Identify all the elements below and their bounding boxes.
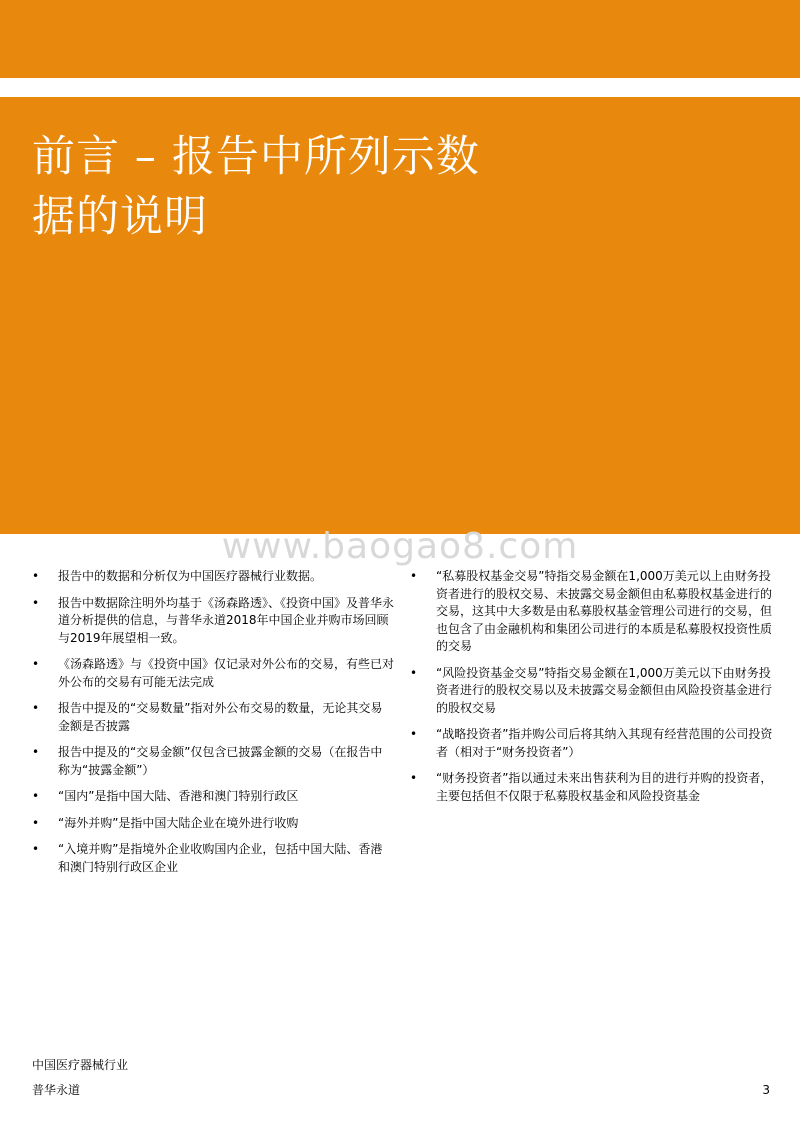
list-item	[32, 744, 394, 779]
list-item-text: 报告中的数据和分析仅为中国医疗器械行业数据。	[58, 569, 323, 583]
page-title-line-1: 前言 – 报告中所列示数	[32, 132, 480, 182]
list-item	[32, 656, 394, 691]
bullet-icon: •	[32, 789, 40, 803]
list-item	[32, 788, 394, 806]
bullet-icon: •	[410, 771, 418, 785]
list-item	[410, 726, 774, 761]
list-item-text: “风险投资基金交易”特指交易金额在1,000万美元以下由财务投资者进行的股权交易以及未披露交易金额但由风险投资基金进行的股权交易	[436, 665, 773, 715]
bullet-icon: •	[32, 745, 40, 759]
left-bullet-list	[32, 568, 394, 885]
list-item-text: “财务投资者”指以通过未来出售获利为目的进行并购的投资者，主要包括但不仅限于私募股权基金和风险投资基金	[436, 771, 773, 803]
page-title	[32, 127, 592, 247]
list-item-text: “海外并购”是指中国大陆企业在境外进行收购	[58, 815, 299, 830]
top-orange-band	[0, 0, 800, 78]
bullet-icon: •	[32, 595, 40, 610]
list-item	[410, 770, 774, 805]
list-item	[32, 841, 394, 876]
list-item	[32, 700, 394, 735]
list-item-text: “国内”是指中国大陆、香港和澳门特别行政区	[58, 789, 299, 803]
bullet-icon: •	[32, 815, 40, 830]
list-item	[32, 815, 394, 833]
right-bullet-list	[410, 568, 774, 814]
list-item-text: “战略投资者”指并购公司后将其纳入其现有经营范围的公司投资者（相对于“财务投资者”）	[436, 727, 773, 759]
list-item-text: 报告中提及的“交易金额”仅包含已披露金额的交易（在报告中称为“披露金额”）	[58, 745, 383, 777]
bullet-icon: •	[32, 569, 40, 583]
footer-industry: 中国医疗器械行业	[32, 1058, 129, 1072]
list-item-text: “入境并购”是指境外企业收购国内企业，包括中国大陆、香港和澳门特别行政区企业	[58, 842, 383, 874]
list-item-text: 报告中提及的“交易数量”指对外公布交易的数量，无论其交易金额是否披露	[58, 701, 383, 733]
list-item-text: 报告中数据除注明外均基于《汤森路透》、《投资中国》及普华永道分析提供的信息，与普华永道2018年中国企业并购市场回顾与2019年展望相一致。	[58, 595, 395, 645]
white-divider-strip	[0, 78, 800, 97]
bullet-icon: •	[32, 701, 40, 715]
bullet-icon: •	[410, 569, 418, 583]
list-item	[410, 665, 774, 718]
page-number: 3	[762, 1083, 770, 1097]
list-item-text: 《汤森路透》与《投资中国》仅记录对外公布的交易，有些已对外公布的交易有可能无法完成	[58, 657, 395, 689]
watermark: www.baogao8.com	[221, 526, 579, 567]
bullet-icon: •	[32, 657, 40, 671]
footer-firm: 普华永道	[32, 1083, 81, 1097]
hero-banner	[0, 97, 800, 534]
bullet-icon: •	[410, 727, 418, 741]
list-item-text: “私募股权基金交易”特指交易金额在1,000万美元以上由财务投资者进行的股权交易、未披露交易金额但由私募股权基金进行的交易，这其中大多数是由私募股权基金管理公司进行的交易，但也包含了由金融机构和集团公司进行的本质是私募股权投资性质的交易	[436, 569, 773, 653]
bullet-icon: •	[32, 842, 40, 856]
list-item	[32, 595, 394, 648]
bullet-icon: •	[410, 665, 418, 680]
list-item	[32, 568, 394, 586]
list-item	[410, 568, 774, 656]
page-title-line-2: 据的说明	[32, 192, 208, 242]
